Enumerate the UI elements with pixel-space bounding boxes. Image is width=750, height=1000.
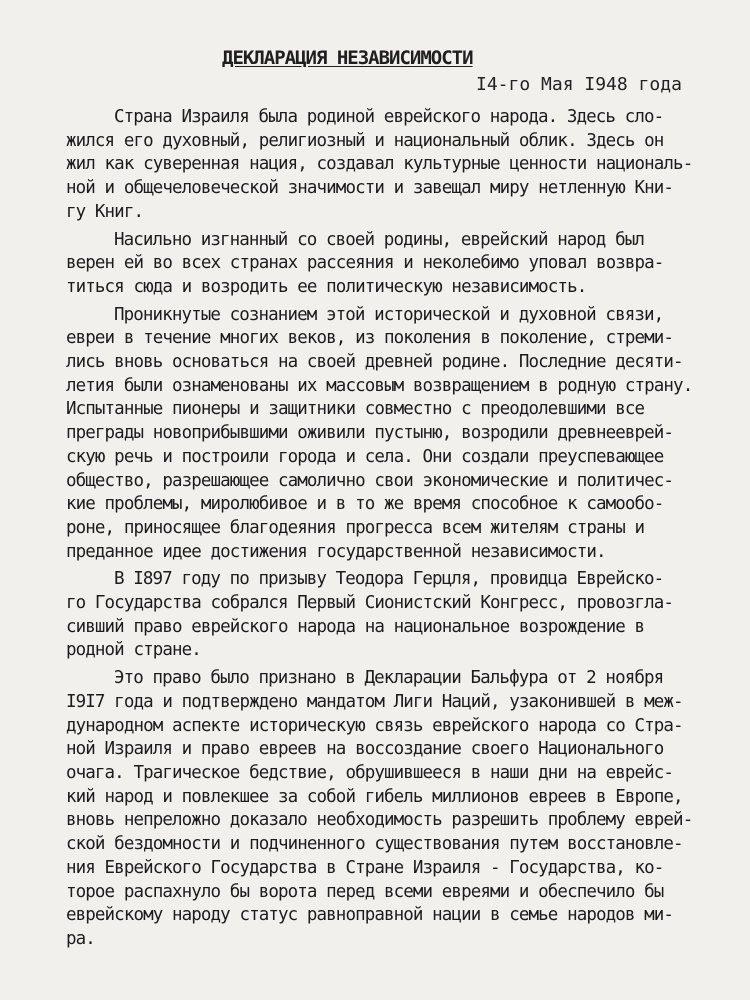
text-line: ной и общечеловеческой значимости и завещал миру нетленную Кни- <box>66 178 674 199</box>
document-date: I4-го Мая I948 года <box>476 74 682 95</box>
text-line: вновь непреложно доказало необходимость разрешить проблему еврей- <box>66 810 693 831</box>
text-line: кие проблемы, миролюбивое и в то же время способное к самообо- <box>66 494 664 515</box>
text-line: сивший право еврейского народа на национальное возрождение в <box>66 616 645 637</box>
text-line: дународном аспекте историческую связь еврейского народа со Стра- <box>66 715 683 736</box>
text-line: родной стране. <box>66 640 201 661</box>
text-line: евреи в течение многих веков, из поколения в поколение, стреми- <box>66 328 674 349</box>
text-line: ной Израиля и право евреев на воссоздание своего Национального <box>66 739 664 760</box>
paragraph <box>66 568 706 663</box>
text-line: лись вновь основаться на своей древней родине. Последние десяти- <box>66 352 683 373</box>
text-line: жился его духовный, религиозный и национальный облик. Здесь он <box>66 130 664 151</box>
document-body <box>66 106 706 956</box>
paragraph <box>66 667 706 951</box>
text-line: преданное идее достижения государственной независимости. <box>66 541 606 562</box>
text-line: общество, разрешающее самолично свои экономические и политичес- <box>66 470 674 491</box>
text-line: ния Еврейского Государства в Стране Израиля - Государства, ко- <box>66 857 664 878</box>
text-line: очага. Трагическое бедствие, обрушившееся в наши дни на еврейс- <box>66 762 674 783</box>
text-line: гу Книг. <box>66 201 144 222</box>
text-line: скую речь и построили города и села. Они создали преуспевающее <box>66 446 664 467</box>
text-line: преграды новоприбывшими оживили пустыню, возродили древнееврей- <box>66 423 674 444</box>
text-line: Это право было признано в Декларации Бальфура от 2 ноября <box>114 668 664 689</box>
text-line: торое распахнуло бы ворота перед всеми евреями и обеспечило бы <box>66 881 664 902</box>
text-line: жил как суверенная нация, создавал культурные ценности националь- <box>66 154 693 175</box>
text-line: роне, приносящее благодеяния прогресса всем жителям страны и <box>66 517 645 538</box>
text-line: еврейскому народу статус равноправной нации в семье народов ми- <box>66 905 674 926</box>
text-line: Проникнутые сознанием этой исторической и духовной связи, <box>114 304 664 325</box>
text-line: Насильно изгнанный со своей родины, еврейский народ был <box>114 229 644 250</box>
text-line: летия были ознаменованы их массовым возвращением в родную страну. <box>66 375 693 396</box>
paragraph <box>66 304 706 565</box>
text-line: I9I7 года и подтверждено мандатом Лиги Наций, узаконившей в меж- <box>66 691 683 712</box>
document-title: ДЕКЛАРАЦИЯ НЕЗАВИСИМОСТИ <box>222 47 473 69</box>
text-line: титься сюда и возродить ее политическую независимость. <box>66 276 587 297</box>
text-line: ра. <box>66 928 95 949</box>
paragraph <box>66 229 706 300</box>
text-line: Страна Израиля была родиной еврейского народа. Здесь сло- <box>114 107 664 127</box>
text-line: ской бездомности и подчиненного существования путем восстановле- <box>66 834 683 855</box>
paragraph <box>66 106 706 225</box>
text-line: В I897 году по призыву Теодора Герцля, провидца Еврейско- <box>114 569 664 590</box>
text-line: Испытанные пионеры и защитники совместно с преодолевшими все <box>66 399 645 420</box>
text-line: го Государства собрался Первый Сионистский Конгресс, провозгла- <box>66 593 674 614</box>
text-line: верен ей во всех странах рассеяния и неколебимо уповал возвра- <box>66 253 664 274</box>
text-line: кий народ и повлекшее за собой гибель миллионов евреев в Европе, <box>66 786 683 807</box>
